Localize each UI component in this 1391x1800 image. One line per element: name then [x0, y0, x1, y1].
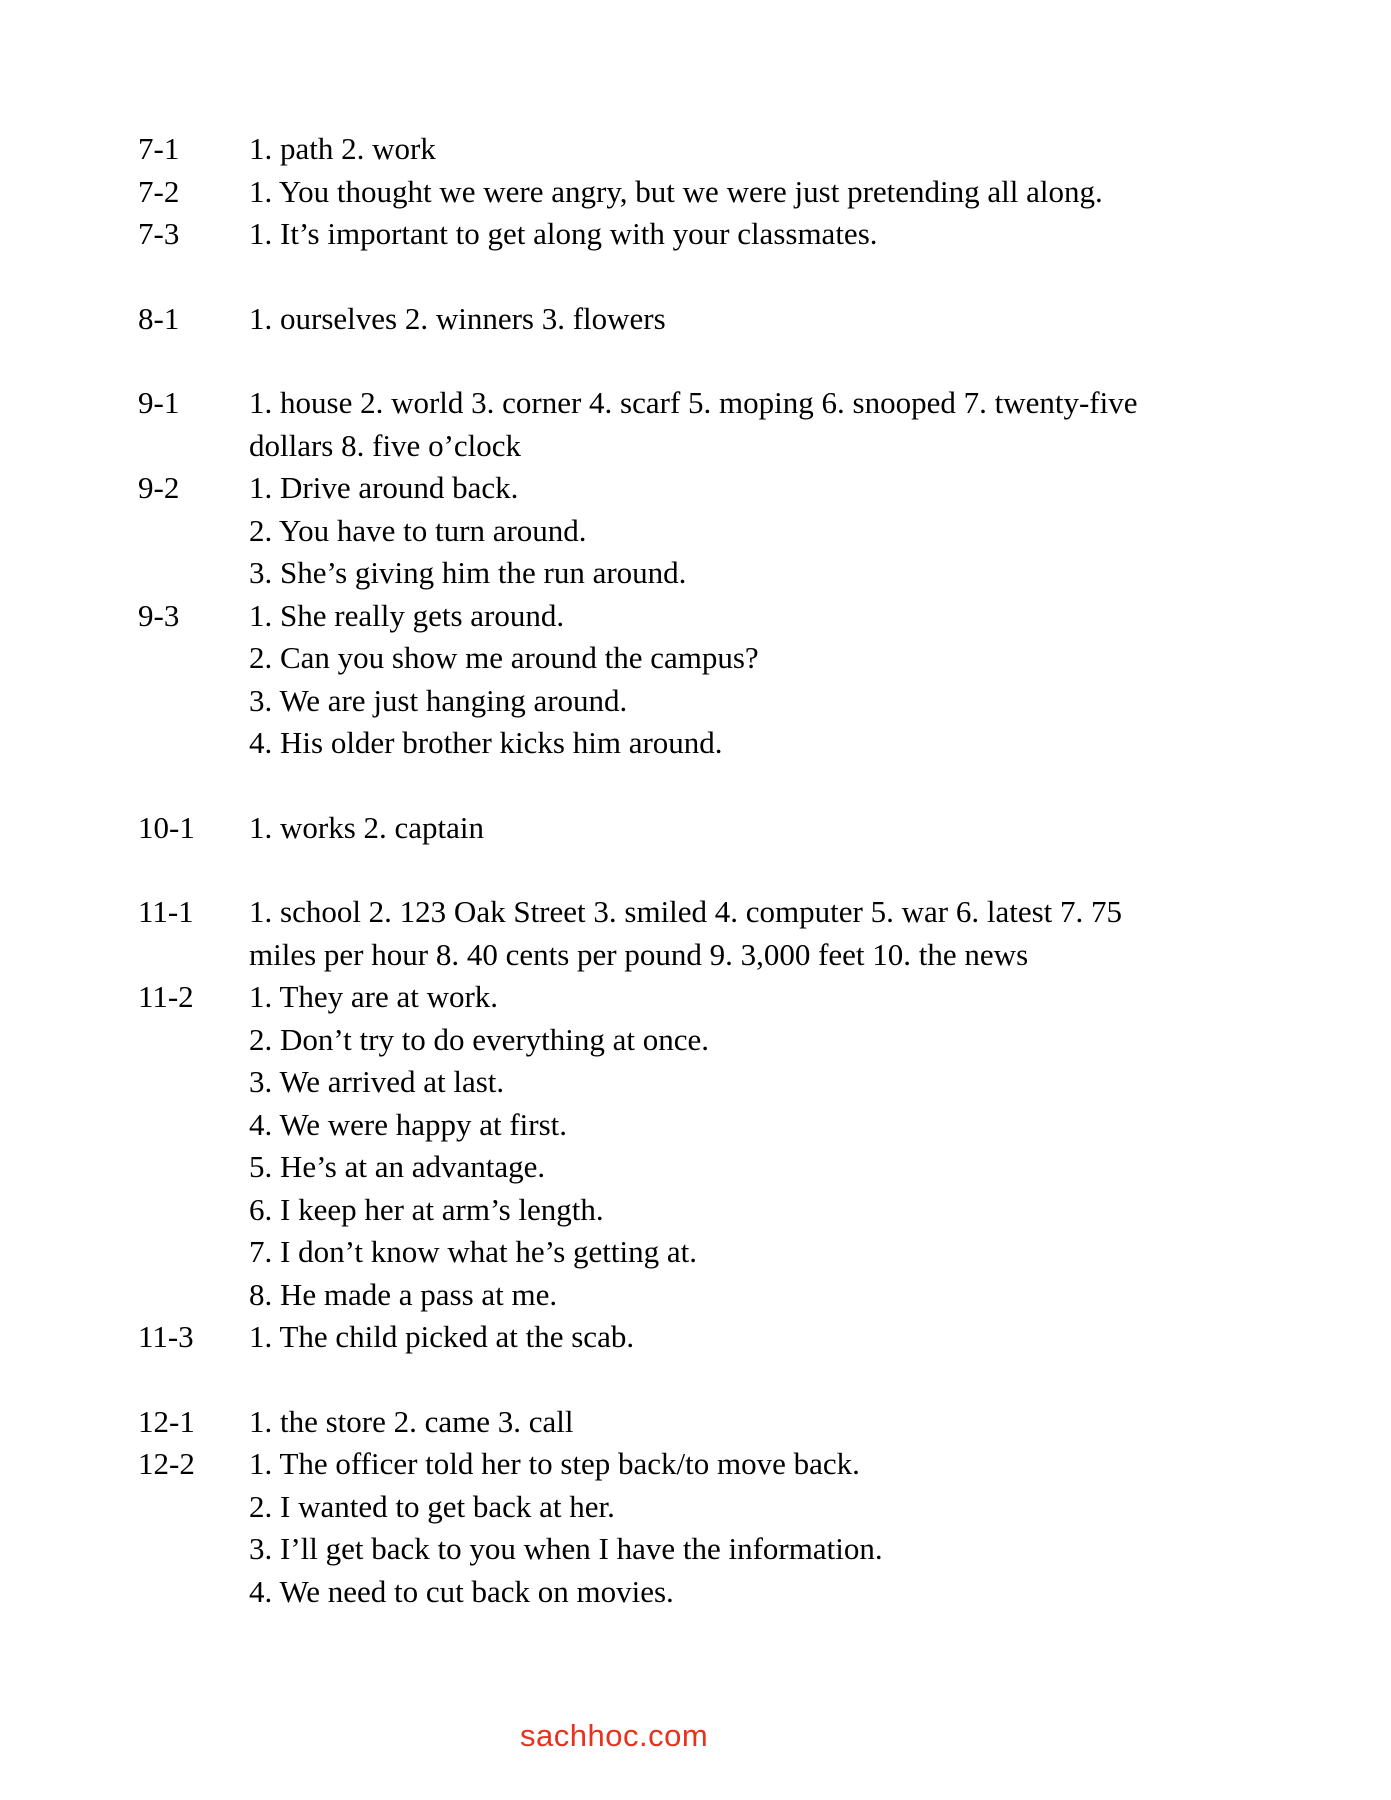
group-separator [138, 849, 1248, 891]
exercise-group [138, 807, 1248, 850]
answer-lines [249, 595, 1248, 765]
answer-line: 1. house 2. world 3. corner 4. scarf 5. moping 6. snooped 7. twenty-five [249, 385, 1138, 420]
answer-line: 1. works 2. captain [249, 809, 485, 845]
answer-lines [249, 1316, 1248, 1359]
exercise-number: 9-3 [138, 597, 180, 633]
answer-line: 1. school 2. 123 Oak Street 3. smiled 4. computer 5. war 6. latest 7. 75 [249, 894, 1123, 929]
exercise-group [138, 891, 1248, 1359]
exercise-number: 9-1 [138, 385, 180, 420]
answer-line: 3. She’s giving him the run around. [249, 555, 687, 590]
answer-entry [138, 213, 1248, 256]
answer-entry [138, 807, 1248, 850]
answer-entry [138, 976, 1248, 1316]
answer-entry [138, 171, 1248, 214]
group-separator [138, 1359, 1248, 1401]
answer-line: 1. The officer told her to step back/to move back. [249, 1446, 860, 1481]
group-separator [138, 340, 1248, 382]
answer-line: 1. ourselves 2. winners 3. flowers [249, 300, 666, 336]
exercise-number: 7-2 [138, 173, 180, 209]
answer-line: 4. We need to cut back on movies. [249, 1573, 674, 1609]
answer-line: 8. He made a pass at me. [249, 1276, 558, 1312]
exercise-number: 11-2 [138, 979, 194, 1014]
answer-line: 5. He’s at an advantage. [249, 1149, 546, 1184]
answer-entry [138, 298, 1248, 341]
exercise-group [138, 1401, 1248, 1614]
answer-line: 3. We are just hanging around. [249, 682, 628, 718]
answer-key [138, 128, 1248, 1613]
answer-lines [249, 807, 1248, 850]
answer-line: 2. You have to turn around. [249, 512, 587, 548]
answer-line: 1. the store 2. came 3. call [249, 1403, 574, 1439]
answer-lines [249, 298, 1248, 341]
answer-lines [249, 891, 1248, 976]
answer-line: 4. We were happy at first. [249, 1106, 568, 1142]
answer-line: 2. Don’t try to do everything at once. [249, 1021, 710, 1057]
answer-line: 1. She really gets around. [249, 597, 565, 633]
answer-line: 1. Drive around back. [249, 470, 519, 505]
answer-line: 3. We arrived at last. [249, 1064, 505, 1099]
answer-line: 4. His older brother kicks him around. [249, 725, 723, 760]
exercise-number: 10-1 [138, 809, 195, 845]
answer-lines [249, 128, 1248, 171]
answer-entry [138, 1401, 1248, 1444]
answer-lines [249, 467, 1248, 595]
answer-lines [249, 382, 1248, 467]
answer-line: 1. It’s important to get along with your classmates. [249, 216, 878, 251]
watermark: sachhoc.com [520, 1718, 709, 1753]
exercise-number: 11-3 [138, 1319, 194, 1354]
answer-line: miles per hour 8. 40 cents per pound 9. 3,000 feet 10. the news [249, 936, 1029, 972]
answer-line: 7. I don’t know what he’s getting at. [249, 1234, 698, 1269]
answer-entry [138, 128, 1248, 171]
answer-lines [249, 1401, 1248, 1444]
answer-line: 3. I’ll get back to you when I have the information. [249, 1531, 883, 1566]
exercise-number: 9-2 [138, 470, 180, 505]
exercise-number: 12-2 [138, 1446, 195, 1481]
answer-line: 1. The child picked at the scab. [249, 1319, 635, 1354]
group-separator [138, 765, 1248, 807]
exercise-number: 12-1 [138, 1403, 195, 1439]
answer-lines [249, 171, 1248, 214]
answer-entry [138, 467, 1248, 595]
answer-lines [249, 213, 1248, 256]
answer-line: 2. Can you show me around the campus? [249, 640, 759, 675]
exercise-group [138, 298, 1248, 341]
answer-entry [138, 1316, 1248, 1359]
answer-line: 1. path 2. work [249, 131, 436, 166]
exercise-number: 7-1 [138, 131, 180, 166]
exercise-number: 11-1 [138, 894, 194, 929]
answer-line: 6. I keep her at arm’s length. [249, 1191, 604, 1227]
answer-lines [249, 1443, 1248, 1613]
answer-line: dollars 8. five o’clock [249, 427, 522, 463]
answer-entry [138, 891, 1248, 976]
exercise-group [138, 128, 1248, 256]
answer-lines [249, 976, 1248, 1316]
answer-line: 1. They are at work. [249, 979, 499, 1014]
exercise-number: 7-3 [138, 216, 180, 251]
answer-entry [138, 1443, 1248, 1613]
answer-entry [138, 382, 1248, 467]
answer-entry [138, 595, 1248, 765]
answer-line: 1. You thought we were angry, but we were just pretending all along. [249, 173, 1103, 209]
exercise-group [138, 382, 1248, 765]
answer-line: 2. I wanted to get back at her. [249, 1488, 615, 1524]
group-separator [138, 256, 1248, 298]
exercise-number: 8-1 [138, 300, 180, 336]
